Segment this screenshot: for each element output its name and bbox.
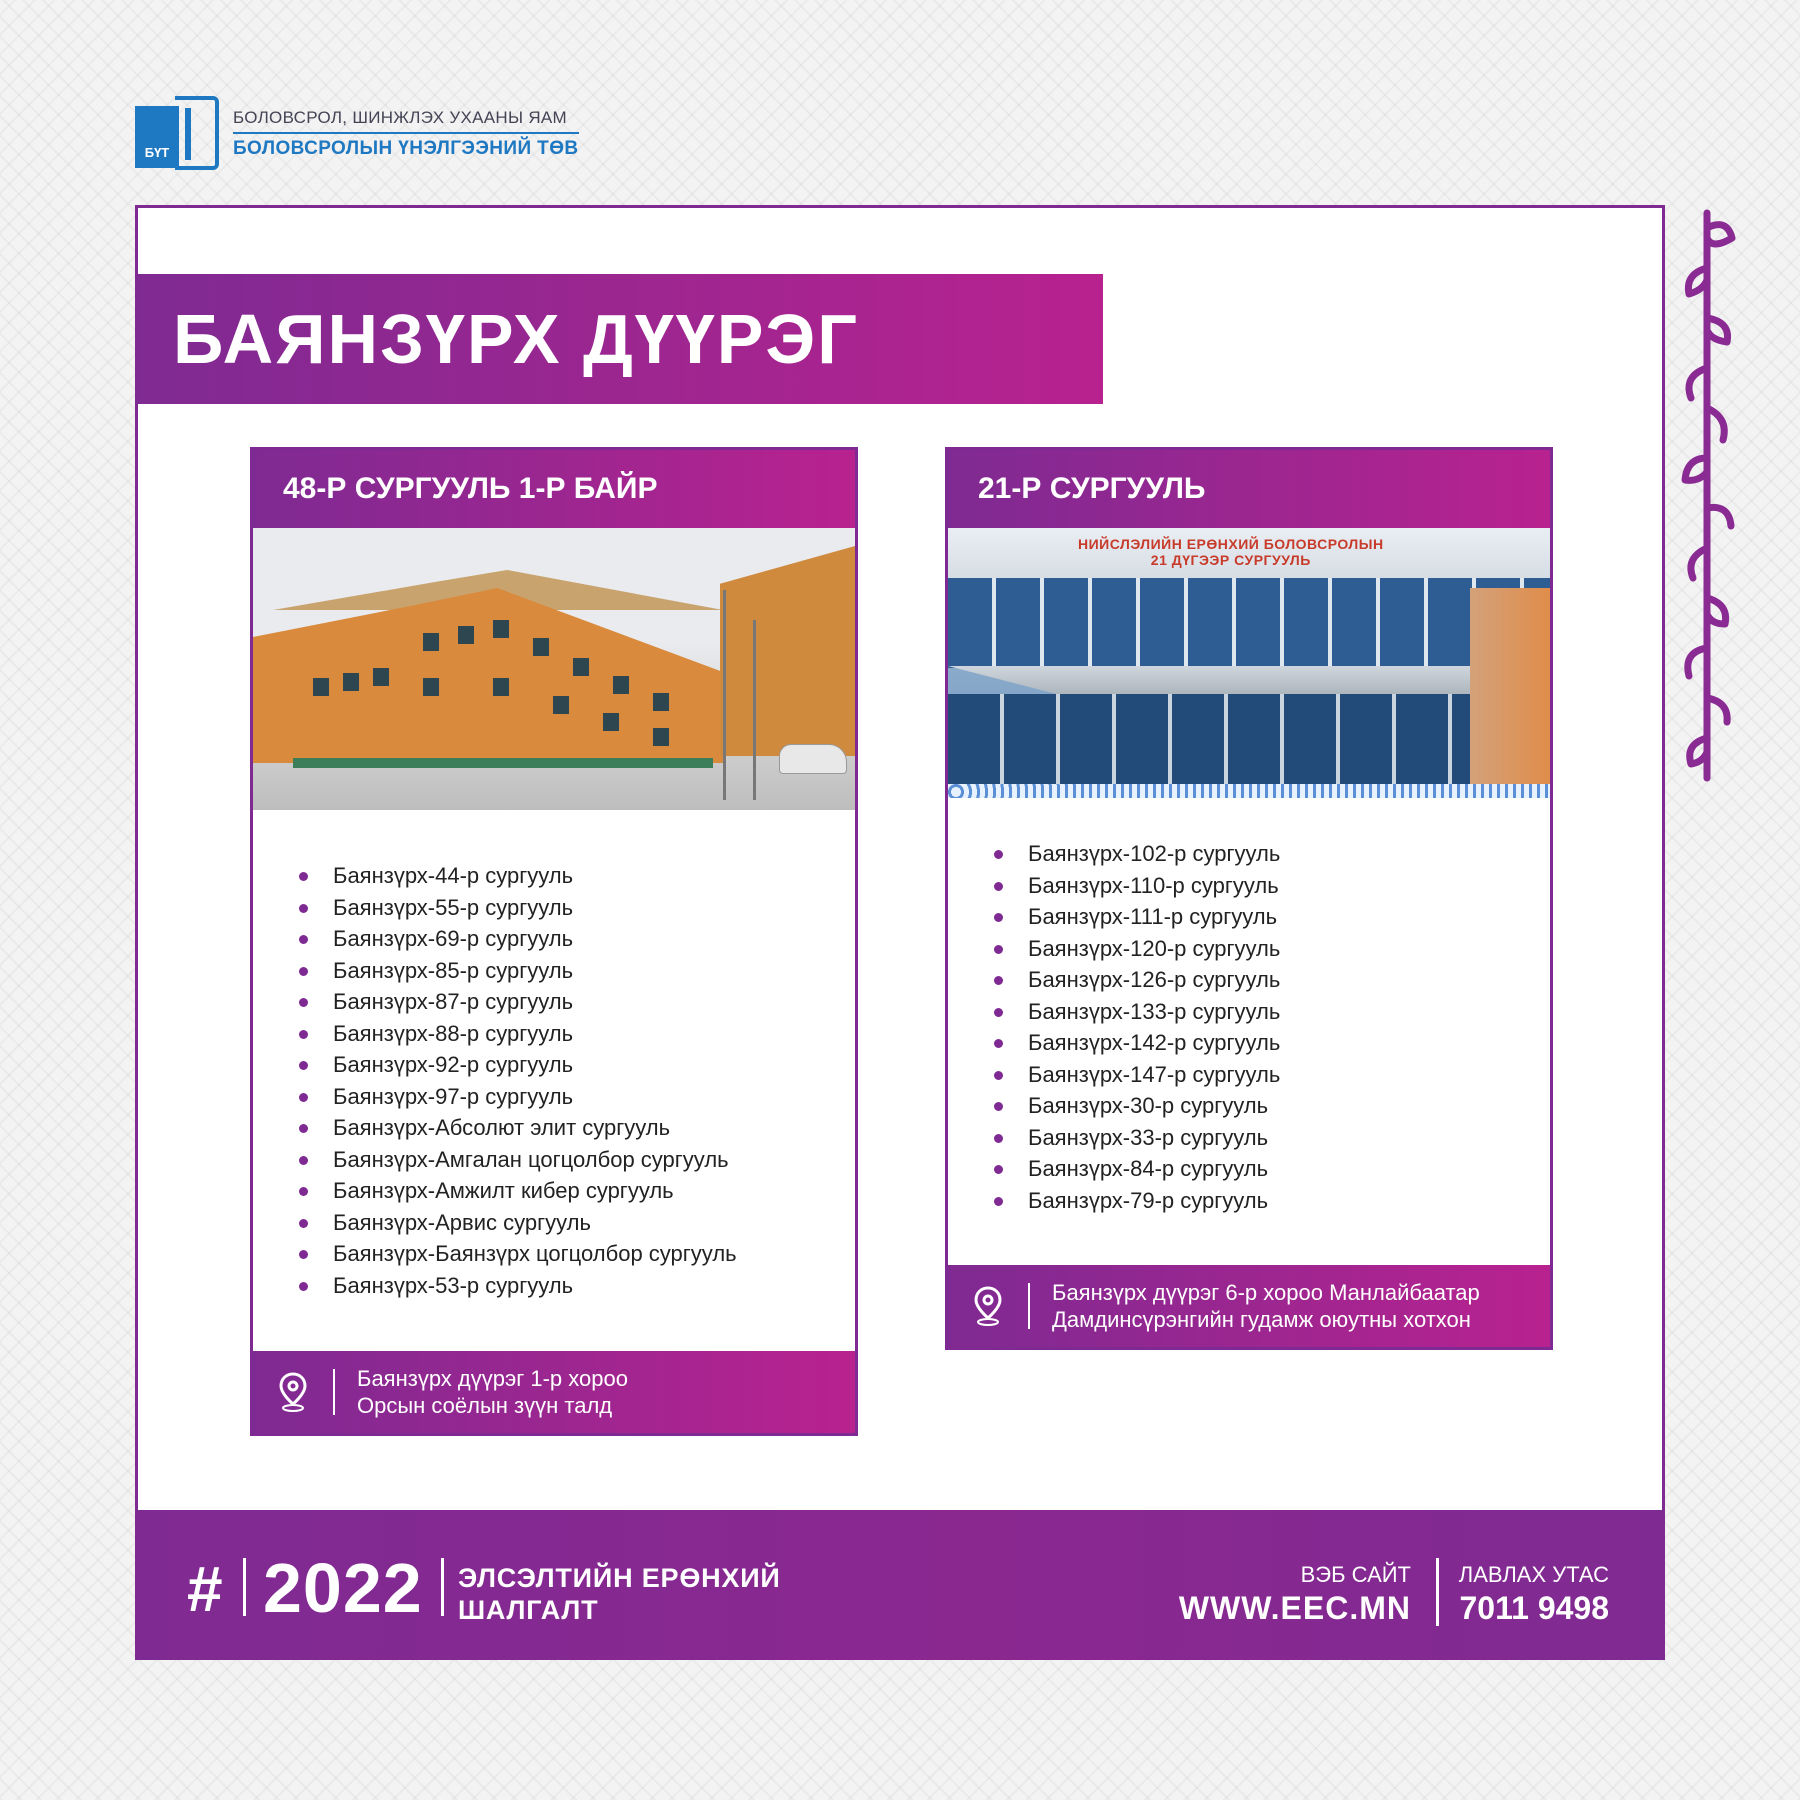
list-item: Баянзүрх-85-р сургууль <box>297 955 855 987</box>
list-item: Баянзүрх-Амжилт кибер сургууль <box>297 1175 855 1207</box>
list-item: Баянзүрх-120-р сургууль <box>992 933 1550 965</box>
list-item: Баянзүрх-79-р сургууль <box>992 1185 1550 1217</box>
list-item: Баянзүрх-Амгалан цогцолбор сургууль <box>297 1144 855 1176</box>
ministry-logo <box>135 94 579 174</box>
list-item: Баянзүрх-133-р сургууль <box>992 996 1550 1028</box>
address-line-2: Дамдинсүрэнгийн гудамж оюутны хотхон <box>1052 1307 1471 1332</box>
list-item: Баянзүрх-55-р сургууль <box>297 892 855 924</box>
footer-band <box>135 1510 1665 1660</box>
list-item: Баянзүрх-110-р сургууль <box>992 870 1550 902</box>
school-list <box>253 810 855 1301</box>
card-title: 21-Р СУРГУУЛЬ <box>948 450 1550 528</box>
school-card-21 <box>945 447 1553 1350</box>
list-item: Баянзүрх-111-р сургууль <box>992 901 1550 933</box>
phone-label: ЛАВЛАХ УТАС <box>1458 1562 1609 1587</box>
hashtag-symbol: # <box>187 1553 223 1625</box>
list-item: Баянзүрх-69-р сургууль <box>297 923 855 955</box>
list-item: Баянзүрх-142-р сургууль <box>992 1027 1550 1059</box>
location-pin-icon <box>948 1286 1028 1326</box>
list-item: Баянзүрх-147-р сургууль <box>992 1059 1550 1091</box>
list-item: Баянзүрх-97-р сургууль <box>297 1081 855 1113</box>
center-name: БОЛОВСРОЛЫН ҮНЭЛГЭЭНИЙ ТӨВ <box>233 138 579 159</box>
exam-year: 2022 <box>263 1549 423 1627</box>
website-link[interactable]: WWW.EEC.MN <box>1178 1590 1411 1626</box>
address-line-2: Орсын соёлын зүүн талд <box>357 1393 613 1418</box>
school-photo <box>948 528 1550 798</box>
school-list <box>948 798 1550 1216</box>
school-card-48 <box>250 447 858 1436</box>
list-item: Баянзүрх-33-р сургууль <box>992 1122 1550 1154</box>
website-label: ВЭБ САЙТ <box>1300 1562 1411 1587</box>
district-title: БАЯНЗҮРХ ДҮҮРЭГ <box>173 300 859 378</box>
list-item: Баянзүрх-126-р сургууль <box>992 964 1550 996</box>
list-item: Баянзүрх-44-р сургууль <box>297 860 855 892</box>
district-title-bar <box>135 274 1103 404</box>
address-bar <box>253 1351 855 1433</box>
list-item: Баянзүрх-Арвис сургууль <box>297 1207 855 1239</box>
ministry-name: БОЛОВСРОЛ, ШИНЖЛЭХ УХААНЫ ЯАМ <box>233 108 579 134</box>
school-sign: НИЙСЛЭЛИЙН ЕРӨНХИЙ БОЛОВСРОЛЫН 21 ДҮГЭЭР СУРГУУЛЬ <box>1078 536 1384 568</box>
address-line-1: Баянзүрх дүүрэг 6-р хороо Манлайбаатар <box>1052 1280 1480 1305</box>
list-item: Баянзүрх-87-р сургууль <box>297 986 855 1018</box>
list-item: Баянзүрх-Баянзүрх цогцолбор сургууль <box>297 1238 855 1270</box>
list-item: Баянзүрх-102-р сургууль <box>992 838 1550 870</box>
card-title: 48-Р СУРГУУЛЬ 1-Р БАЙР <box>253 450 855 528</box>
list-item: Баянзүрх-53-р сургууль <box>297 1270 855 1302</box>
book-logo-icon <box>135 94 219 174</box>
mongolian-script-decoration <box>1672 208 1742 783</box>
exam-name: ЭЛСЭЛТИЙН ЕРӨНХИЙ ШАЛГАЛТ <box>458 1563 781 1625</box>
list-item: Баянзүрх-Абсолют элит сургууль <box>297 1112 855 1144</box>
address-bar <box>948 1265 1550 1347</box>
location-pin-icon <box>253 1372 333 1412</box>
phone-number: 7011 9498 <box>1459 1590 1609 1626</box>
list-item: Баянзүрх-30-р сургууль <box>992 1090 1550 1122</box>
list-item: Баянзүрх-88-р сургууль <box>297 1018 855 1050</box>
list-item: Баянзүрх-92-р сургууль <box>297 1049 855 1081</box>
school-photo <box>253 528 855 810</box>
logo-badge: БҮТ <box>135 106 179 168</box>
list-item: Баянзүрх-84-р сургууль <box>992 1153 1550 1185</box>
address-line-1: Баянзүрх дүүрэг 1-р хороо <box>357 1366 628 1391</box>
